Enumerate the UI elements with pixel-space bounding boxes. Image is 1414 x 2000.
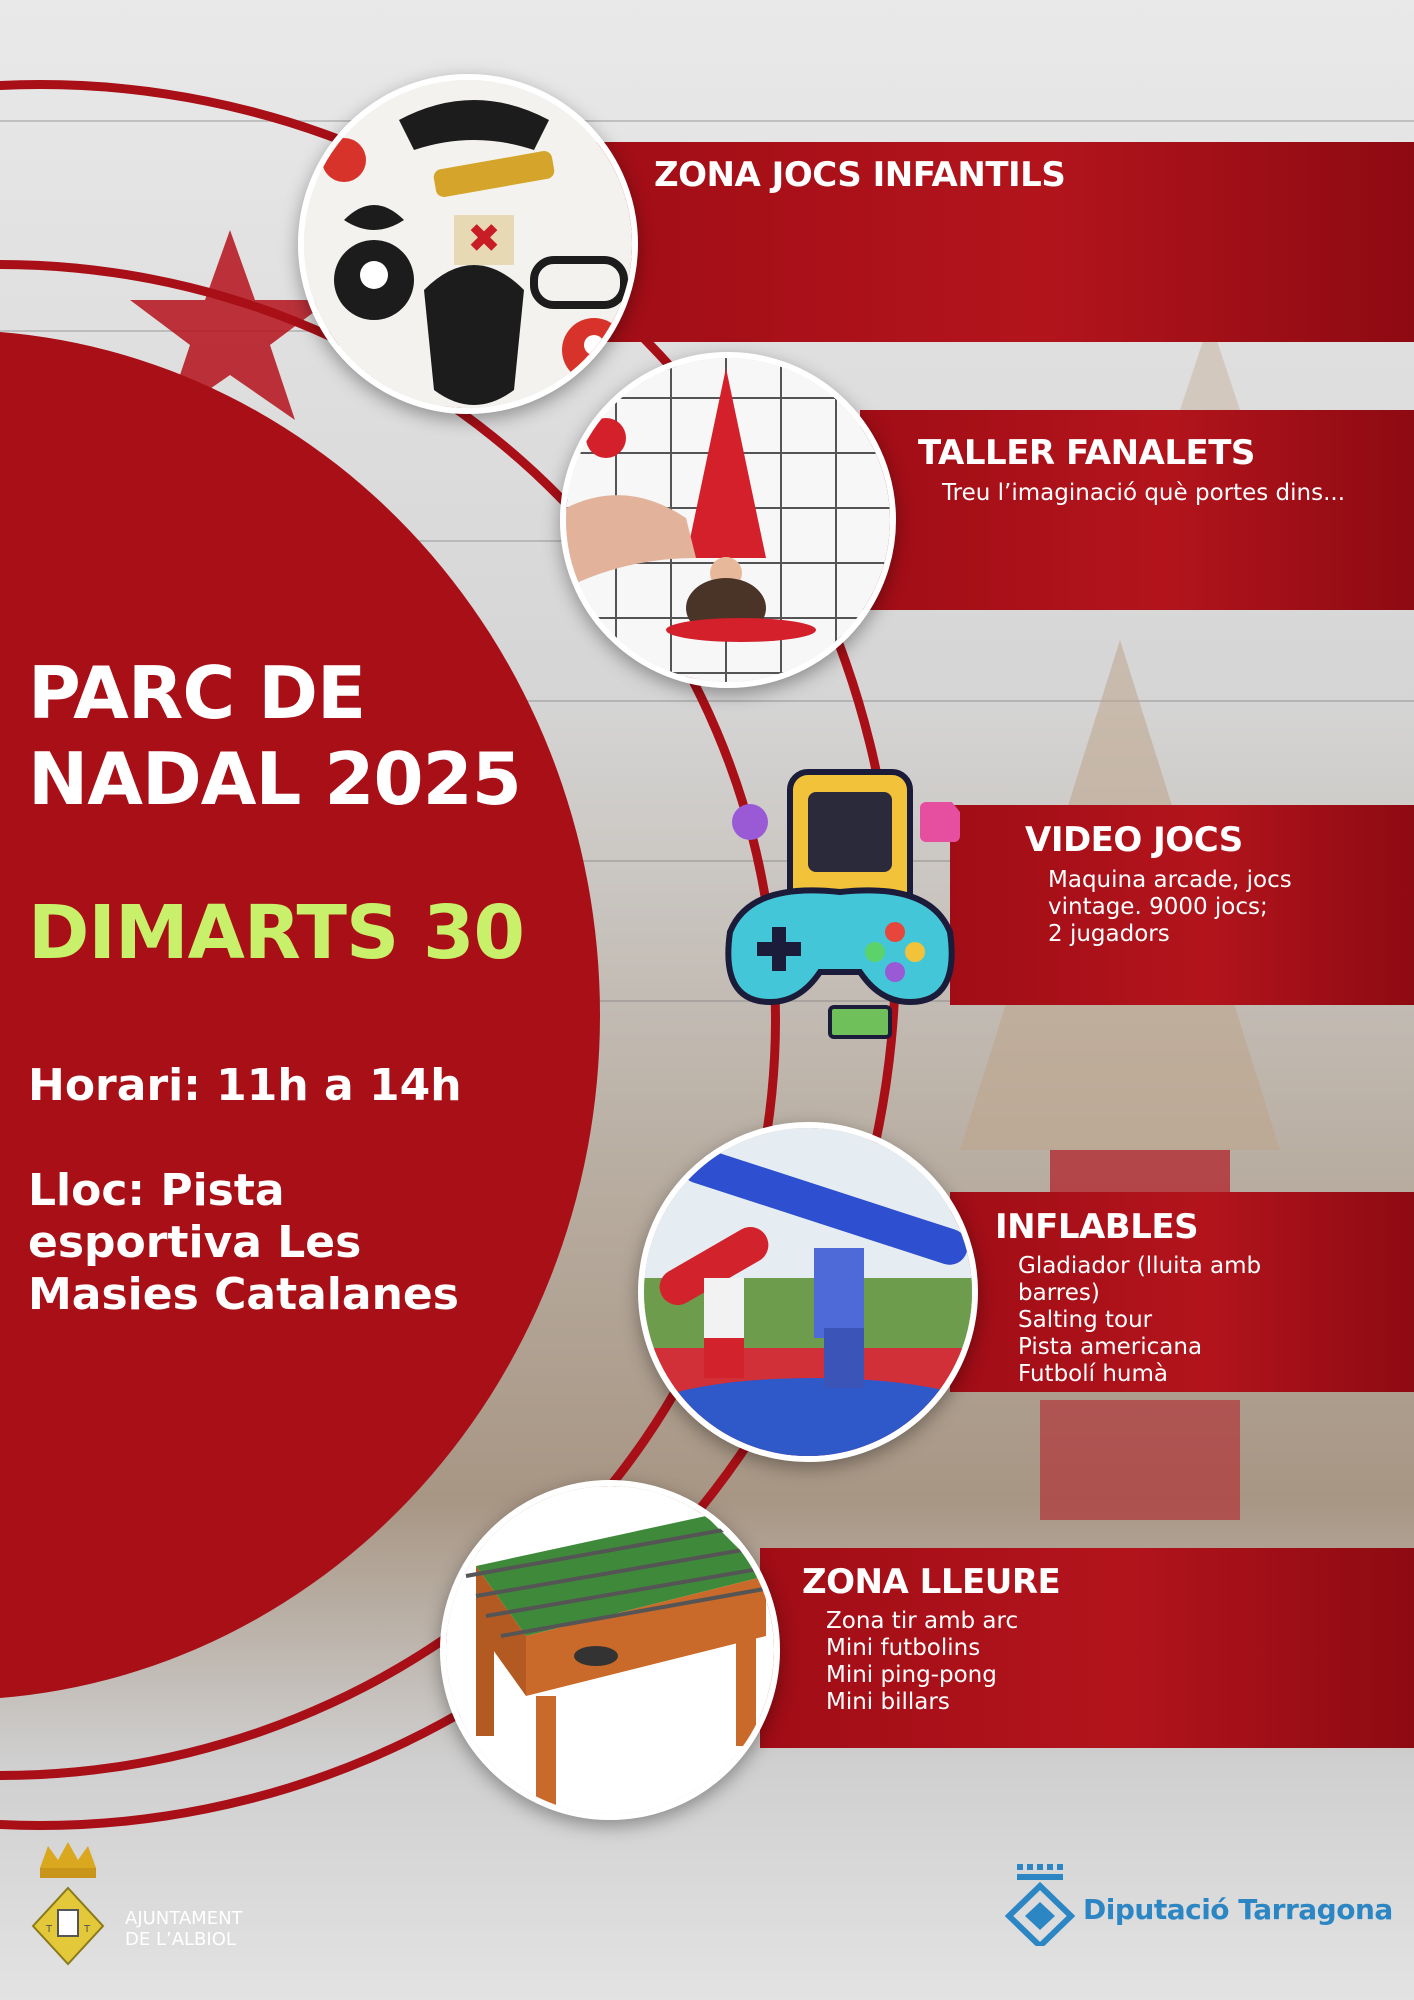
activity-title: VIDEO JOCS [1025,820,1243,860]
inflatable-gladiator-photo [638,1122,978,1462]
gnome-craft-photo [560,352,896,688]
event-date: DIMARTS 30 [28,890,525,976]
council-line1: AJUNTAMENT [125,1908,243,1929]
event-location: Lloc: Pista esportiva Les Masies Catalanes [28,1165,459,1320]
svg-text:T: T [84,1924,91,1935]
activity-title: ZONA JOCS INFANTILS [654,155,1066,195]
albiol-coat-of-arms-icon [28,1838,108,1968]
event-title [28,650,521,822]
activity-description: Treu l’imaginació què portes dins... [942,480,1346,506]
diputacio-logo-icon [1005,1862,1075,1946]
activity-description: Zona tir amb arc Mini futbolins Mini ping-pong Mini billars [826,1608,1019,1715]
event-title-line2: NADAL 2025 [28,737,521,821]
pirate-props-photo [298,74,638,414]
activity-description: Maquina arcade, jocs vintage. 9000 jocs; 2 jugadors [1048,867,1292,947]
svg-text:✖: ✖ [467,216,501,262]
activity-title: TALLER FANALETS [918,433,1255,473]
gamepad-illustration [690,752,990,1052]
svg-text:T: T [46,1924,53,1935]
council-line2: DE L’ALBIOL [125,1929,236,1950]
activity-description: Gladiador (lluita amb barres) Salting tour Pista americana Futbolí humà [1018,1253,1262,1387]
event-schedule: Horari: 11h a 14h [28,1060,462,1111]
activity-title: ZONA LLEURE [802,1562,1061,1602]
sponsor-name: Diputació Tarragona [1083,1893,1393,1926]
foosball-table-photo [440,1480,780,1820]
council-name [125,1908,243,1950]
event-title-line1: PARC DE [28,651,366,735]
activity-title: INFLABLES [995,1207,1199,1247]
